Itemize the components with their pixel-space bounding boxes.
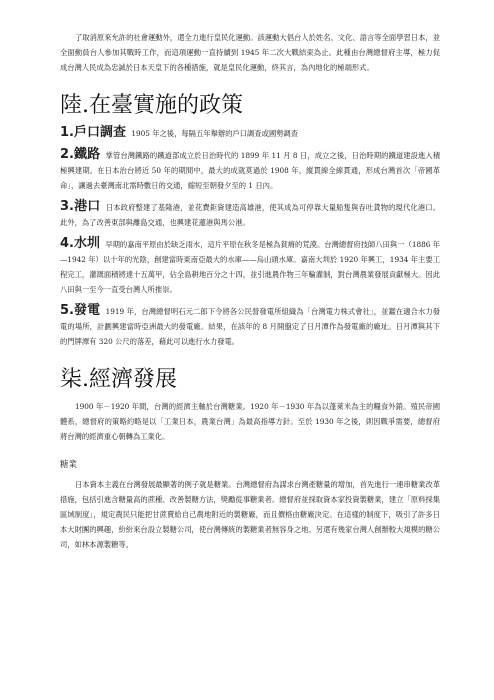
policy-text: 1905 年之後，每隔五年舉辦的戶口調查或國勢調查 <box>131 129 299 138</box>
economy-intro: 1900 年－1920 年間，台灣的經濟主軸於台灣糖業。1920 年－1930 年為以蓬萊米為主的糧食外銷。殖民帝國體系，總督府的策略約略是以「工業日本，農業台灣」為最高指導方針。至於 1930 年之後，則因戰爭需要，總督府將台灣的經濟重心朝轉為工業化。 <box>60 402 440 441</box>
policy-text: 早期的嘉南平原由於缺乏雨水，這片平原在秋冬是極為貧瘠的荒漠。台灣總督府技師八田與一（1886 年—1942 年）以十年的光陰，創建當時東南亞最大的水庫——烏山頭水庫。嘉南大圳於 1920 年興工，1934 年主要工程完工，灌溉面積將達十五萬甲，佔全島耕地百分之十四，並引進農作物三年輪灌制，對台灣農業發展貢獻極大。因此八田與一至今一直受台灣人所推崇。 <box>60 240 441 294</box>
policy-heading: 5.發電 <box>60 303 101 318</box>
policy-heading: 1.戶口調查 <box>60 125 126 140</box>
policy-irrigation <box>60 236 440 297</box>
policy-heading: 3.港口 <box>60 199 101 214</box>
document-page <box>60 30 440 552</box>
subsection-title-sugar: 糖業 <box>60 460 78 470</box>
policy-census <box>60 125 440 141</box>
policy-heading: 4.水圳 <box>60 236 100 251</box>
section-title-economy: 柒.經濟發展 <box>60 367 177 392</box>
policy-heading: 2.鐵路 <box>60 147 101 162</box>
section-title-policies: 陸.在臺實施的政策 <box>60 93 243 118</box>
policy-railway <box>60 147 440 193</box>
sugar-paragraph: 日本資本主義在台灣發展最顯著的例子就是糖業。台灣總督府為謀求台灣產糖量的增加，首先進行一連串糖業改革措施，包括引進含糖量高的蔗種、改善製糖方法，獎勵從事糖業者。總督府並採取資本家投資製糖業，建立「原料採集區域制度」，規定農民只能把甘蔗賣給自己農地附近的製糖廠，而且價格由糖廠決定。在這樣的制度下，吸引了許多日本大財團的興趣，紛紛來台設立製糖公司，使台灣傳統的製糖業者無容身之地。另還有幾家台灣人創辦較大規模的糖公司，如林本源製糖等。 <box>60 480 440 549</box>
policy-text: 1919 年，台灣總督明石元二郎下令將各公民營發電所組織為「台灣電力株式會社」，並鑑在適合水力發電的場所，計劃興建當時亞洲最大的發電廠。結果，在該年的 8 月開盤定了日月潭作為發電廠的廠址。日月潭與其下的門牌潭有 320 公尺的落差，藉此可以進行水力發電。 <box>60 307 440 346</box>
policy-power <box>60 303 440 349</box>
policy-harbor <box>60 199 440 230</box>
intro-paragraph: 了取消原來允許的社會運動外，還全力進行皇民化運動。該運動大倡台人於姓名、文化、語言等全面學習日本，並全面動員台人參加其戰時工作，而這項運動一直持續到 1945 年二次大戰結束為止。此種由台灣總督府主導，極力促成台灣人民成為忠誠於日本天皇下的各種措施，就是皇民化運動，終其言，為內地化的極端形式。 <box>60 33 440 72</box>
policy-text: 日本政府整建了基隆港，並花費鉅資建造高雄港，使其成為可停靠大量船隻與吞吐貨物的現代化港口。此外，為了改善東部與離島交通，也興建花蓮港與馬公港。 <box>60 203 441 227</box>
policy-text: 掌管台灣鐵路的鐵道部成立於日治時代的 1899 年 11 月 8 日，成立之後，日治時期的鐵道建設進入積極興建期。在日本治台將近 50 年的期間中，最大的成就莫過於 1908 年，縱貫線全線貫通，形成台灣首次「帝國革命」，讓過去臺灣南北需時數日的交通，縮短至朝發夕至的 1 日內。 <box>60 151 440 190</box>
